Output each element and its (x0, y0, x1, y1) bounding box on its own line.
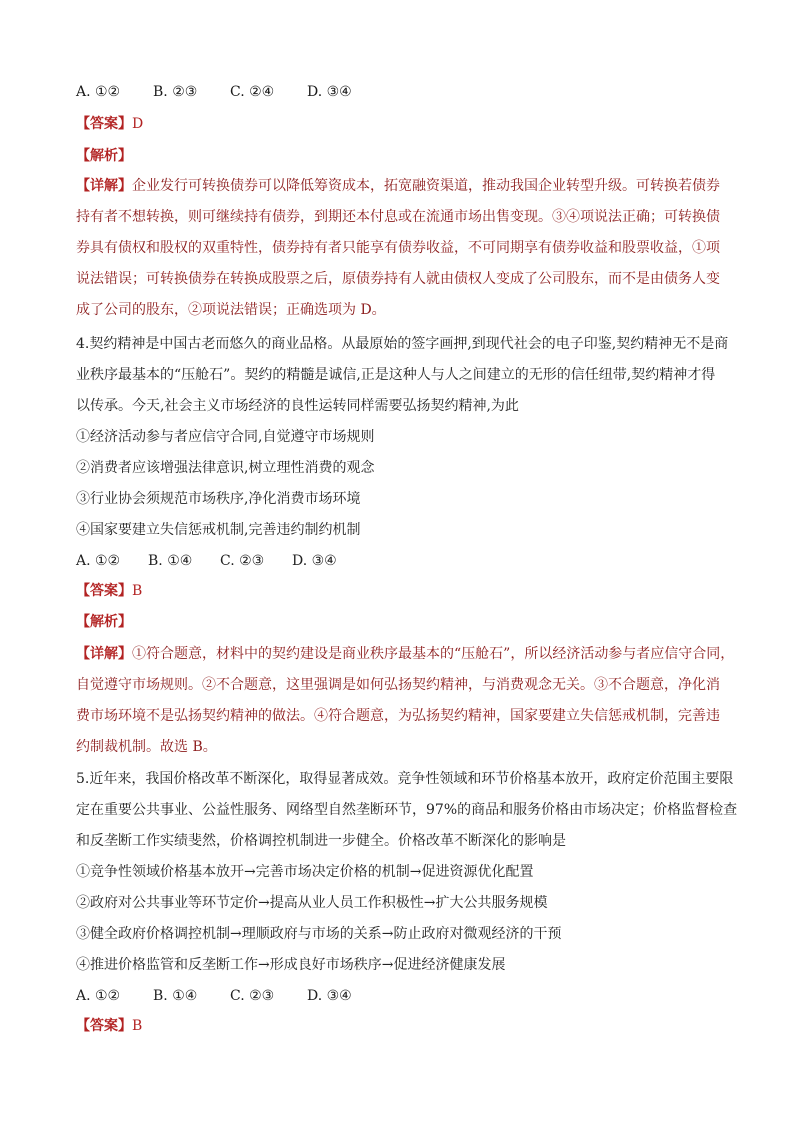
q5-answer-tag: 【答案】 (76, 1018, 132, 1034)
q5-statement-3: ③健全政府价格调控机制→理顺政府与市场的关系→防止政府对微观经济的干预 (76, 926, 562, 942)
q4-detail-line-4: 约制裁机制。故选 B。 (76, 739, 217, 755)
q5-stem-line-1: 5.近年来，我国价格改革不断深化，取得显著成效。竞争性领域和环节价格基本放开，政府定价范围主要限 (76, 771, 734, 787)
q3-answer-value: D (132, 116, 144, 132)
q5-option-d: D. ③④ (307, 988, 352, 1004)
q3-option-c: C. ②④ (230, 84, 275, 100)
q4-option-c: C. ②③ (220, 553, 265, 569)
q4-detail-line-1: 【详解】①符合题意，材料中的契约建设是商业秩序最基本的“压舱石”，所以经济活动参与者应信守合同， (76, 646, 735, 662)
q4-answer (76, 581, 142, 601)
q5-statement-4: ④推进价格监管和反垄断工作→形成良好市场秩序→促进经济健康发展 (76, 957, 506, 973)
q4-detail-line-2: 自觉遵守市场规则。②不合题意，这里强调是如何弘扬契约精神，与消费观念无关。③不合题意，净化消 (76, 677, 720, 693)
q3-detail-line-5: 成了公司的股东，②项说法错误；正确选项为 D。 (76, 302, 386, 318)
q3-options (76, 82, 352, 102)
q5-stem-line-3: 和反垄断工作实绩斐然，价格调控机制进一步健全。价格改革不断深化的影响是 (76, 833, 566, 849)
q4-analysis-tag: 【解析】 (76, 614, 132, 630)
q5-statement-2: ②政府对公共事业等环节定价→提高从业人员工作积极性→扩大公共服务规模 (76, 895, 548, 911)
q4-statement-4: ④国家要建立失信惩戒机制,完善违约制约机制 (76, 522, 361, 538)
q3-answer (76, 114, 143, 134)
q4-option-a: A. ①② (76, 553, 121, 569)
q5-option-c: C. ②③ (230, 988, 275, 1004)
q4-statement-3: ③行业协会须规范市场秩序,净化消费市场环境 (76, 491, 361, 507)
q5-answer (76, 1016, 142, 1036)
q5-option-a: A. ①② (76, 988, 121, 1004)
q3-detail-line-4: 说法错误；可转换债券在转换成股票之后，原债券持有人就由债权人变成了公司股东，而不是由债务人变 (76, 271, 720, 287)
q3-detail-tag: 【详解】 (76, 178, 132, 194)
q4-stem-line-1: 4.契约精神是中国古老而悠久的商业品格。从最原始的签字画押,到现代社会的电子印鉴,契约精神无不是商 (76, 336, 729, 352)
q5-answer-value: B (132, 1018, 143, 1034)
q3-detail-line-3: 券具有债权和股权的双重特性，债券持有者只能享有债券收益，不可同期享有债券收益和股票收益，①项 (76, 240, 720, 256)
q3-detail-line-1: 【详解】企业发行可转换债券可以降低筹资成本，拓宽融资渠道，推动我国企业转型升级。可转换若债券 (76, 178, 720, 194)
q3-analysis (76, 146, 132, 166)
q4-options (76, 551, 337, 571)
q5-statement-1: ①竞争性领域价格基本放开→完善市场决定价格的机制→促进资源优化配置 (76, 864, 534, 880)
q4-analysis (76, 612, 132, 632)
q3-option-a: A. ①② (76, 84, 121, 100)
q4-detail-tag: 【详解】 (76, 646, 132, 662)
q3-option-d: D. ③④ (307, 84, 352, 100)
q4-statement-2: ②消费者应该增强法律意识,树立理性消费的观念 (76, 460, 375, 476)
q4-answer-tag: 【答案】 (76, 583, 132, 599)
q5-option-b: B. ①④ (153, 988, 198, 1004)
q4-detail-line-3: 费市场环境不是弘扬契约精神的做法。④符合题意，为弘扬契约精神，国家要建立失信惩戒机制，完善违 (76, 708, 720, 724)
q5-options (76, 986, 352, 1006)
q3-option-b: B. ②③ (153, 84, 198, 100)
q4-option-d: D. ③④ (292, 553, 337, 569)
q4-answer-value: B (132, 583, 143, 599)
q4-stem-line-2: 业秩序最基本的“压舱石”。契约的精髓是诚信,正是这种人与人之间建立的无形的信任纽带,契约精神才得 (76, 367, 716, 383)
q4-stem-line-3: 以传承。今天,社会主义市场经济的良性运转同样需要弘扬契约精神,为此 (76, 398, 519, 414)
q3-analysis-tag: 【解析】 (76, 148, 132, 164)
q3-detail-line-2: 持有者不想转换，则可继续持有债券，到期还本付息或在流通市场出售变现。③④项说法正确；可转换债 (76, 209, 720, 225)
q4-statement-1: ①经济活动参与者应信守合同,自觉遵守市场规则 (76, 429, 375, 445)
q4-option-b: B. ①④ (148, 553, 193, 569)
q3-answer-tag: 【答案】 (76, 116, 132, 132)
q5-stem-line-2: 定在重要公共事业、公益性服务、网络型自然垄断环节，97%的商品和服务价格由市场决定；价格监督检查 (76, 802, 738, 818)
